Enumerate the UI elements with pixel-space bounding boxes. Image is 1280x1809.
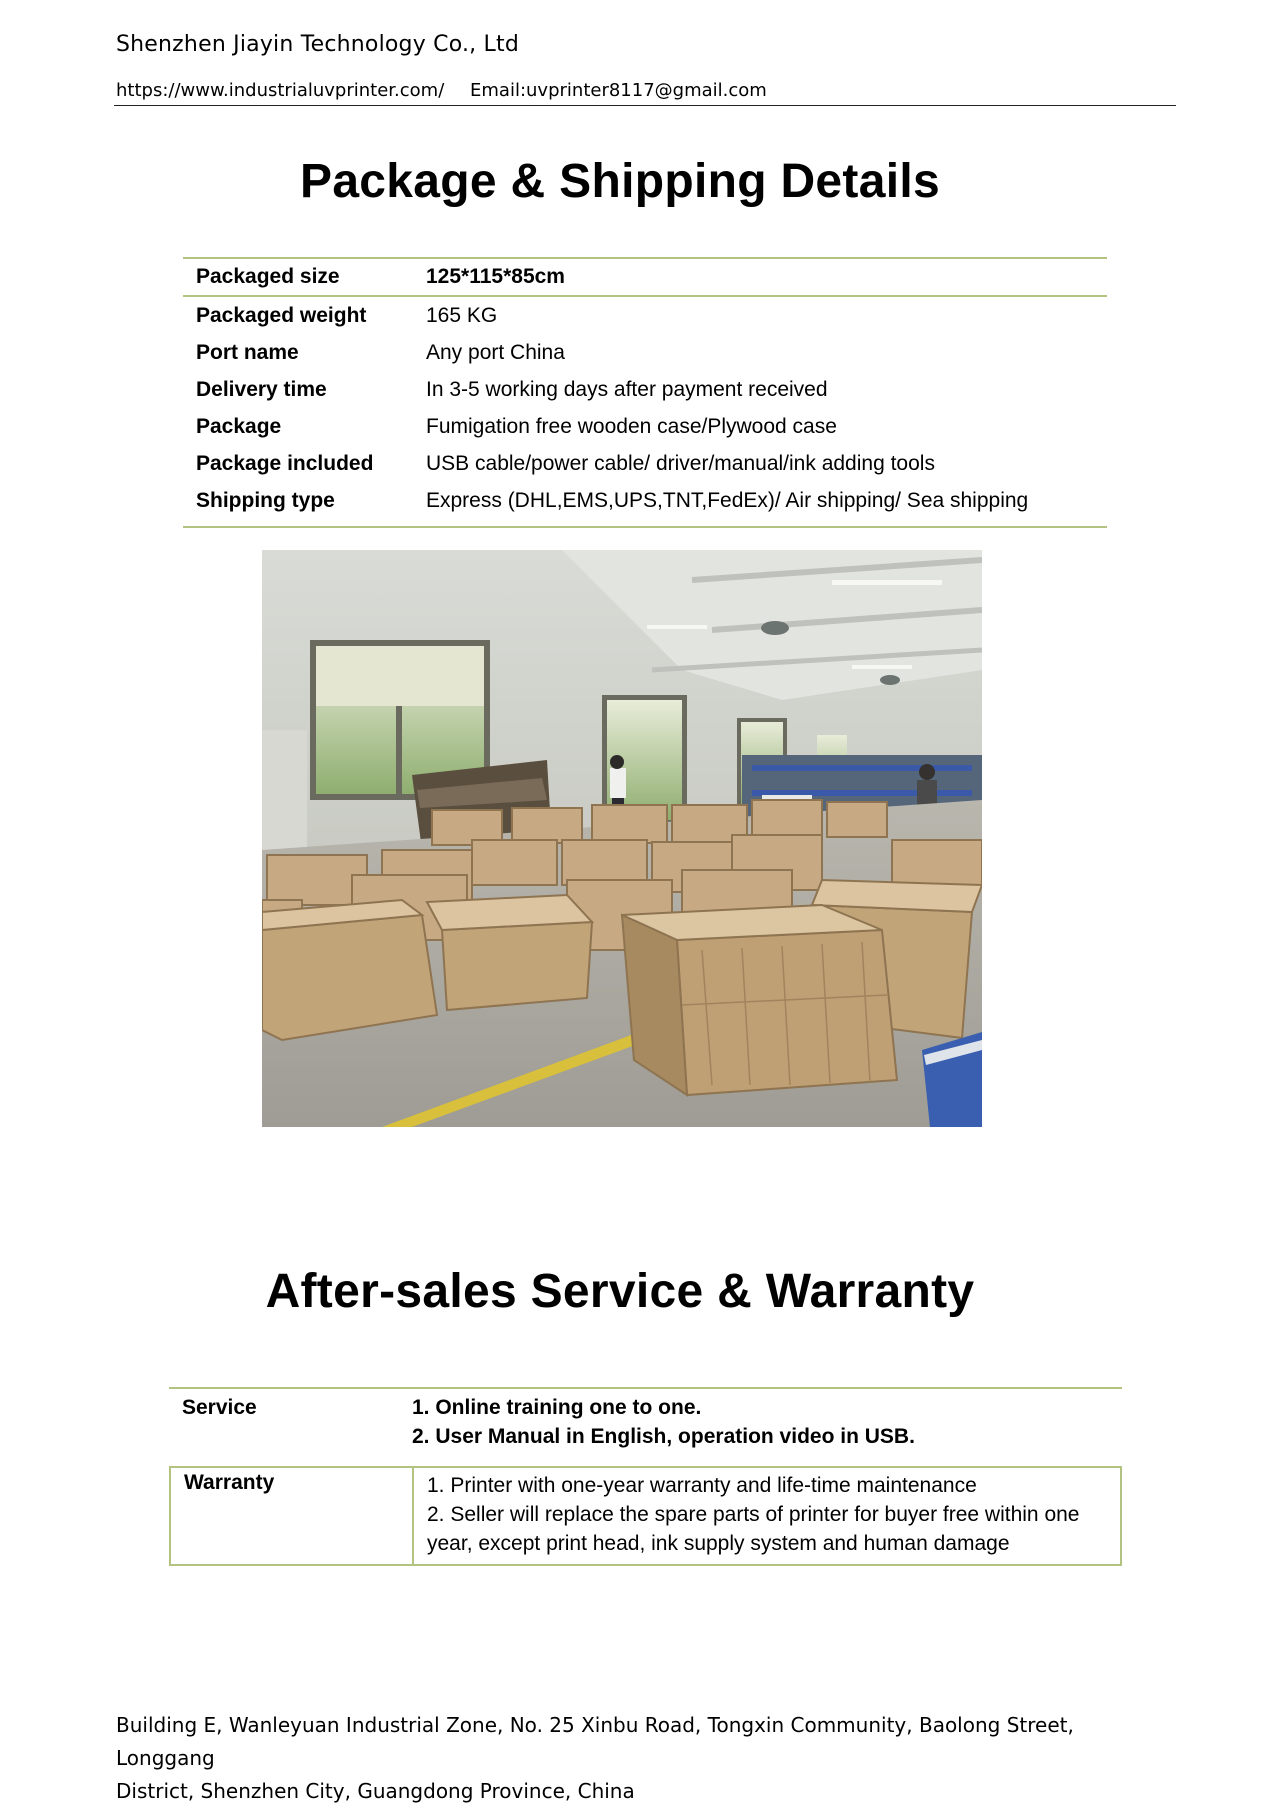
row-label: Package included	[196, 451, 374, 475]
service-label: Service	[182, 1396, 257, 1419]
service-line: 2. User Manual in English, operation video in USB.	[412, 1425, 915, 1448]
warranty-label: Warranty	[171, 1468, 414, 1564]
after-sales-title: After-sales Service & Warranty	[265, 1265, 975, 1318]
table-row	[183, 445, 1107, 482]
row-value: Any port China	[426, 340, 565, 364]
table-row	[183, 334, 1107, 371]
row-label: Port name	[196, 340, 299, 364]
email-link[interactable]: Email:uvprinter8117@gmail.com	[470, 80, 767, 101]
company-name: Shenzhen Jiayin Technology Co., Ltd	[116, 32, 519, 57]
warranty-value	[414, 1468, 1120, 1564]
warranty-table	[169, 1466, 1122, 1566]
row-value: Express (DHL,EMS,UPS,TNT,FedEx)/ Air shipping/ Sea shipping	[426, 488, 1029, 512]
address-line: District, Shenzhen City, Guangdong Province, China	[116, 1779, 635, 1803]
row-label: Delivery time	[196, 377, 327, 401]
row-value: USB cable/power cable/ driver/manual/ink adding tools	[426, 451, 935, 475]
address-line: Building E, Wanleyuan Industrial Zone, No. 25 Xinbu Road, Tongxin Community, Baolong Street, Longgang	[116, 1713, 1074, 1770]
table-row	[183, 297, 1107, 334]
row-value: Fumigation free wooden case/Plywood case	[426, 414, 837, 438]
warranty-line: year, except print head, ink supply system and human damage	[427, 1532, 1010, 1555]
service-value	[412, 1393, 1122, 1451]
row-value: 165 KG	[426, 303, 498, 327]
warranty-line: 2. Seller will replace the spare parts of printer for buyer free within one	[427, 1503, 1080, 1526]
footer-address	[116, 1709, 1176, 1808]
row-value: 125*115*85cm	[426, 265, 565, 288]
service-table	[169, 1387, 1122, 1451]
row-label: Shipping type	[196, 488, 335, 512]
service-line: 1. Online training one to one.	[412, 1396, 702, 1419]
warranty-line: 1. Printer with one-year warranty and life-time maintenance	[427, 1474, 977, 1497]
table-bottom-rule	[183, 526, 1107, 528]
table-row	[183, 408, 1107, 445]
table-row	[183, 371, 1107, 408]
contact-line	[116, 80, 767, 101]
row-label: Package	[196, 414, 282, 438]
header-divider	[114, 105, 1176, 106]
table-row	[183, 482, 1107, 519]
website-link[interactable]: https://www.industrialuvprinter.com/	[116, 80, 445, 101]
table-row	[169, 1389, 1122, 1451]
table-row	[183, 259, 1107, 295]
package-shipping-title: Package & Shipping Details	[300, 155, 940, 208]
warehouse-crates-photo	[262, 550, 982, 1127]
row-label: Packaged weight	[196, 303, 367, 327]
row-value: In 3-5 working days after payment received	[426, 377, 828, 401]
package-table	[183, 257, 1107, 528]
row-label: Packaged size	[196, 265, 340, 288]
